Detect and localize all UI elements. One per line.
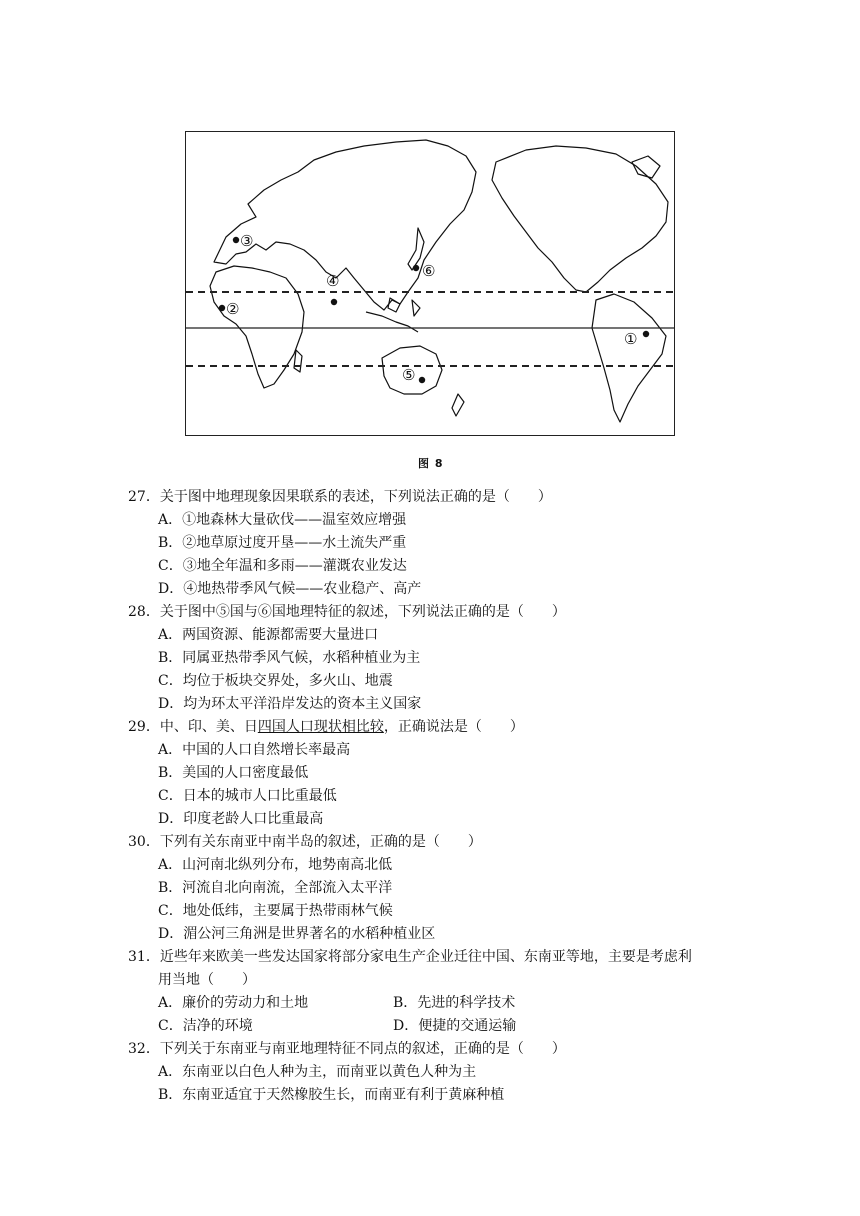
- option-a: A．①地森林大量砍伐——温室效应增强: [158, 512, 407, 528]
- world-map: [185, 131, 675, 436]
- question-number: 32．: [128, 1041, 160, 1057]
- question-number: 29．: [128, 719, 160, 735]
- option-b: B．先进的科学技术: [393, 995, 516, 1011]
- option-d: D．便捷的交通运输: [393, 1018, 517, 1034]
- location-dot-5: [419, 377, 425, 383]
- option-a: A．廉价的劳动力和土地: [158, 995, 309, 1011]
- option-a: A．中国的人口自然增长率最高: [158, 742, 351, 758]
- question-stem: 下列有关东南亚中南半岛的叙述，正确的是（ ）: [159, 834, 482, 850]
- question-31: [128, 946, 748, 1038]
- option-a: A．东南亚以白色人种为主，而南亚以黄色人种为主: [158, 1064, 477, 1080]
- question-number: 27．: [128, 489, 160, 505]
- question-27: [128, 486, 748, 601]
- question-number: 28．: [128, 604, 160, 620]
- marker-3: ③: [240, 232, 254, 250]
- question-stem-part: 中、印、美、日: [159, 719, 258, 735]
- option-c: C．洁净的环境: [158, 1018, 253, 1034]
- option-a: A．两国资源、能源都需要大量进口: [158, 627, 379, 643]
- option-d: D．④地热带季风气候——农业稳产、高产: [158, 581, 422, 597]
- marker-2: ②: [226, 300, 240, 318]
- option-b: B．②地草原过度开垦——水土流失严重: [158, 535, 407, 551]
- location-dot-6: [413, 265, 419, 271]
- option-d: D．印度老龄人口比重最高: [158, 811, 324, 827]
- option-c: C．地处低纬，主要属于热带雨林气候: [158, 903, 393, 919]
- marker-4: ④: [326, 272, 340, 290]
- marker-1: ①: [624, 330, 638, 348]
- question-stem-continued: 用当地（ ）: [158, 972, 256, 988]
- location-dot-1: [643, 331, 649, 337]
- question-stem: 关于图中⑤国与⑥国地理特征的叙述，下列说法正确的是（ ）: [159, 604, 566, 620]
- question-stem-underlined: 四国人口现状相比较: [257, 719, 384, 735]
- option-b: B．东南亚适宜于天然橡胶生长，而南亚有利于黄麻种植: [158, 1087, 505, 1103]
- question-30: [128, 831, 748, 946]
- question-stem: 关于图中地理现象因果联系的表述，下列说法正确的是（ ）: [159, 489, 552, 505]
- figure-caption: 图 8: [418, 457, 444, 470]
- location-dot-2: [219, 305, 225, 311]
- option-d: D．湄公河三角洲是世界著名的水稻种植业区: [158, 926, 436, 942]
- question-28: [128, 601, 748, 716]
- location-dot-4: [331, 299, 337, 305]
- question-number: 30．: [128, 834, 160, 850]
- marker-6: ⑥: [422, 262, 436, 280]
- option-a: A．山河南北纵列分布，地势南高北低: [158, 857, 393, 873]
- option-b: B．同属亚热带季风气候，水稻种植业为主: [158, 650, 421, 666]
- question-stem: 下列关于东南亚与南亚地理特征不同点的叙述，正确的是（ ）: [159, 1041, 566, 1057]
- question-32: [128, 1038, 748, 1107]
- question-29: [128, 716, 748, 831]
- question-list: [128, 486, 748, 1107]
- option-c: C．日本的城市人口比重最低: [158, 788, 337, 804]
- marker-5: ⑤: [402, 366, 416, 384]
- option-c: C．均位于板块交界处，多火山、地震: [158, 673, 393, 689]
- option-b: B．河流自北向南流，全部流入太平洋: [158, 880, 393, 896]
- question-stem: 近些年来欧美一些发达国家将部分家电生产企业迁往中国、东南亚等地，主要是考虑利: [159, 949, 692, 965]
- world-map-drawing: [186, 132, 675, 436]
- location-dot-3: [233, 237, 239, 243]
- question-number: 31．: [128, 949, 160, 965]
- question-stem-part: ，正确说法是（ ）: [383, 719, 524, 735]
- option-d: D．均为环太平洋沿岸发达的资本主义国家: [158, 696, 422, 712]
- option-b: B．美国的人口密度最低: [158, 765, 309, 781]
- option-c: C．③地全年温和多雨——灌溉农业发达: [158, 558, 407, 574]
